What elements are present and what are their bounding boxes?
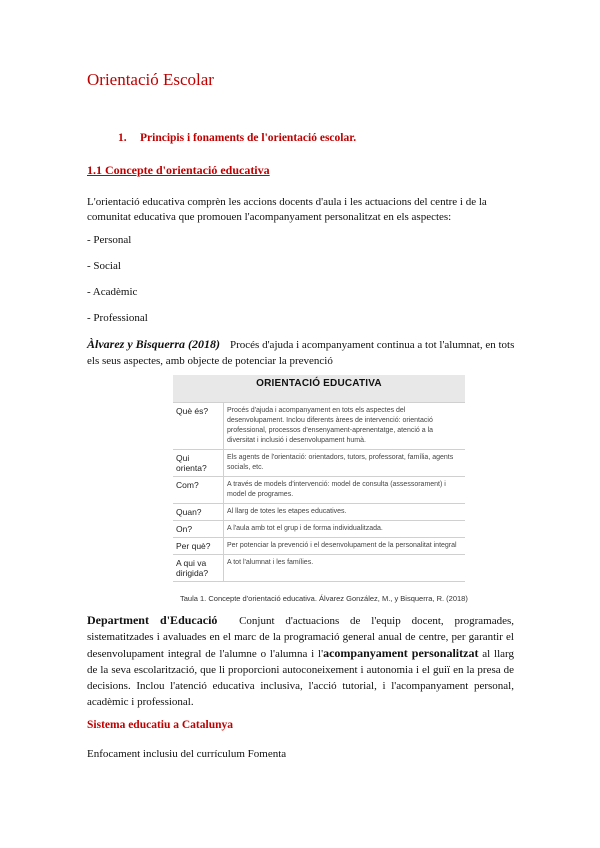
section-number: 1. — [118, 132, 127, 144]
department-text-end: al llarg de la seva escolarització, que li proporcioni autoconeixement i autonomia i el guiï en la presa de decisions. Inclou l'atenció educativa inclusiva, l'acció tutorial, i l'acompanyament personal, acadèmic i professional. — [87, 648, 514, 708]
table-row — [173, 450, 465, 477]
subsection-heading-concepte: 1.1 Concepte d'orientació educativa — [87, 163, 270, 177]
alvarez-definition — [87, 336, 527, 369]
row-key: On? — [173, 521, 224, 538]
table-row — [173, 521, 465, 538]
enfocament-text: Enfocament inclusiu del currículum Fomenta — [87, 748, 287, 760]
sistema-heading: Sistema educatiu a Catalunya — [87, 719, 233, 731]
row-key: A qui va dirigida? — [173, 555, 224, 582]
alvarez-author: Àlvarez y Bisquerra (2018) — [87, 337, 220, 351]
page-title: Orientació Escolar — [87, 70, 214, 89]
table-caption: Taula 1. Concepte d'orientació educativa. Álvarez González, M., y Bisquerra, R. (2018) — [180, 594, 468, 603]
row-value: A l'aula amb tot el grup i de forma individualitzada. — [224, 521, 466, 538]
table-row — [173, 477, 465, 504]
row-key: Com? — [173, 477, 224, 504]
department-definition — [87, 612, 514, 710]
aspect-item: - Acadèmic — [87, 286, 138, 298]
table-row — [173, 538, 465, 555]
row-key: Per què? — [173, 538, 224, 555]
row-value: A tot l'alumnat i les famílies. — [224, 555, 466, 582]
aspect-item: - Professional — [87, 312, 148, 324]
row-key: Què és? — [173, 403, 224, 450]
table-header: ORIENTACIÓ EDUCATIVA — [173, 375, 465, 403]
department-label: Department d'Educació — [87, 613, 218, 627]
section-label: Principis i fonaments de l'orientació escolar. — [140, 132, 357, 144]
section-heading-principis — [118, 132, 356, 144]
aspect-item: - Personal — [87, 234, 132, 246]
row-value: Per potenciar la prevenció i el desenvolupament de la personalitat integral — [224, 538, 466, 555]
department-emphasis: acompanyament personalitzat — [323, 646, 479, 660]
orientacio-table — [173, 375, 465, 582]
table-row — [173, 403, 465, 450]
department-text-start: Conjunt d'actuacions de l'equip docent, programades, sistematitzades i avaluades en el marc de la programació general anual de centre, per garantir el desenvolupament integral de l'alumne o l'alumna i l' — [87, 615, 515, 660]
alvarez-text: Procés d'ajuda i acompanyament continua a tot l'alumnat, en tots els seus aspectes, amb objecte de potenciar la prevenció — [87, 339, 515, 367]
aspect-item: - Social — [87, 260, 121, 272]
row-value: Al llarg de totes les etapes educatives. — [224, 504, 466, 521]
table-row — [173, 555, 465, 582]
row-value: Els agents de l'orientació: orientadors, tutors, professorat, família, agents socials, etc. — [224, 450, 466, 477]
table-row — [173, 504, 465, 521]
intro-paragraph: L'orientació educativa comprèn les accions docents d'aula i les actuacions del centre i de la comunitat educativa que promouen l'acompanyament personalitzat en els aspectes: — [87, 196, 487, 223]
row-key: Quan? — [173, 504, 224, 521]
row-value: Procés d'ajuda i acompanyament en tots els aspectes del desenvolupament. Inclou diferents àrees de intervenció: orientació professional, processos d'ensenyament-aprenentatge, atenció a la diversitat i inclusió i desenvolupament humà. — [224, 403, 466, 450]
row-value: A través de models d'intervenció: model de consulta (assessorament) i model de programes. — [224, 477, 466, 504]
row-key: Qui orienta? — [173, 450, 224, 477]
